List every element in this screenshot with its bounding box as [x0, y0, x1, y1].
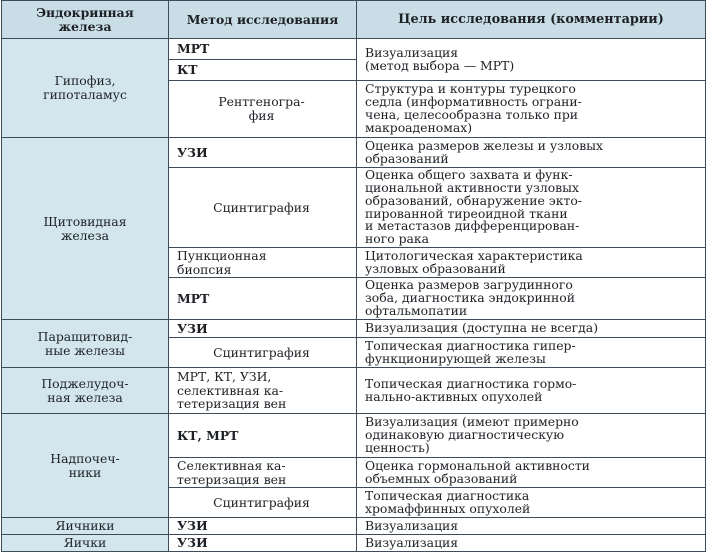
method-cell: МРТ: [169, 39, 357, 60]
header-purpose: Цель исследования (комментарии): [357, 1, 706, 39]
method-cell: КТ: [169, 60, 357, 81]
header-row: [2, 1, 706, 39]
purpose-cell: Структура и контуры турецкого седла (информативность ограни- чена, целесообразна только при макроаденомах): [357, 81, 706, 138]
purpose-cell: Оценка общего захвата и функ- циональной активности узловых образований, обнаружение экто- пированной тиреоидной ткани и метастазов дифференцирован- ного рака: [357, 168, 706, 248]
purpose-cell: Оценка размеров загрудинного зоба, диагностика эндокринной офтальмопатии: [357, 278, 706, 320]
purpose-cell: Визуализация: [357, 518, 706, 535]
diagnostics-table: [1, 0, 706, 552]
method-cell: Селективная ка- тетеризация вен: [169, 458, 357, 488]
gland-cell-pancreas: Поджелудоч- ная железа: [2, 368, 169, 414]
method-cell: КТ, МРТ: [169, 414, 357, 458]
purpose-cell: Оценка гормональной активности объемных образований: [357, 458, 706, 488]
purpose-cell: Визуализация (метод выбора — МРТ): [357, 39, 706, 81]
method-cell: УЗИ: [169, 518, 357, 535]
table-row: [2, 535, 706, 552]
purpose-cell: Оценка размеров железы и узловых образований: [357, 138, 706, 168]
gland-cell-thyroid: Щитовидная железа: [2, 138, 169, 320]
method-cell: Пункционная биопсия: [169, 248, 357, 278]
purpose-cell: Визуализация (доступна не всегда): [357, 320, 706, 338]
purpose-cell: Топическая диагностика хромаффинных опухолей: [357, 488, 706, 518]
gland-cell-testes: Яички: [2, 535, 169, 552]
method-cell: УЗИ: [169, 138, 357, 168]
purpose-cell: Цитологическая характеристика узловых образований: [357, 248, 706, 278]
gland-cell-ovaries: Яичники: [2, 518, 169, 535]
gland-cell-adrenals: Надпочеч- ники: [2, 414, 169, 518]
table-row: [2, 39, 706, 60]
header-method: Метод исследования: [169, 1, 357, 39]
method-cell: МРТ: [169, 278, 357, 320]
table-row: [2, 138, 706, 168]
gland-cell-parathyroid: Паращитовид- ные железы: [2, 320, 169, 368]
method-cell: УЗИ: [169, 535, 357, 552]
purpose-cell: Топическая диагностика гормо- нально-активных опухолей: [357, 368, 706, 414]
purpose-cell: Визуализация: [357, 535, 706, 552]
table-row: [2, 414, 706, 458]
purpose-cell: Топическая диагностика гипер- функционирующей железы: [357, 338, 706, 368]
purpose-cell: Визуализация (имеют примерно одинаковую диагностическую ценность): [357, 414, 706, 458]
method-cell: МРТ, КТ, УЗИ, селективная ка- тетеризация вен: [169, 368, 357, 414]
table-row: [2, 368, 706, 414]
table-row: [2, 320, 706, 338]
method-cell: Сцинтиграфия: [169, 488, 357, 518]
gland-cell-pituitary: Гипофиз, гипоталамус: [2, 39, 169, 138]
method-cell: Сцинтиграфия: [169, 168, 357, 248]
method-cell: Рентгеногра- фия: [169, 81, 357, 138]
table-row: [2, 518, 706, 535]
method-cell: УЗИ: [169, 320, 357, 338]
method-cell: Сцинтиграфия: [169, 338, 357, 368]
header-gland: Эндокринная железа: [2, 1, 169, 39]
